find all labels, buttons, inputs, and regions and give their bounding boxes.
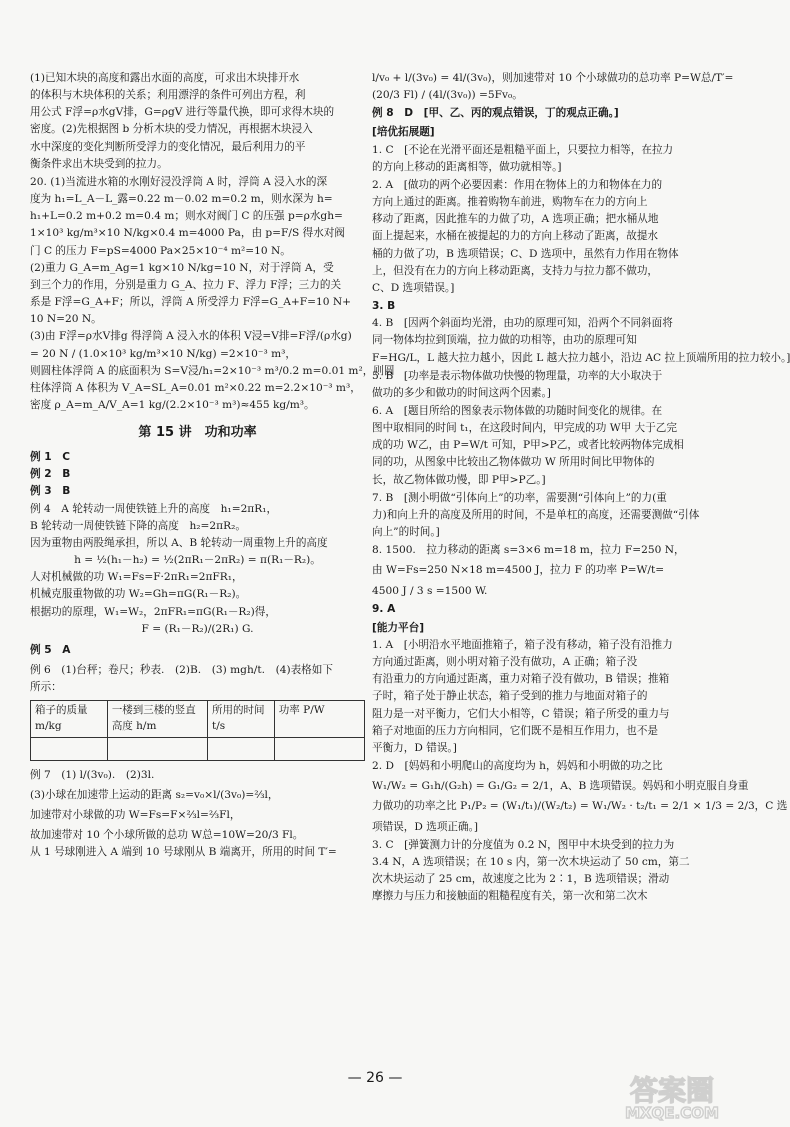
table-header-cell: 所用的时间 t/s: [208, 701, 275, 738]
text-line: 系是 F浮=G_A+F；所以，浮筒 A 所受浮力 F浮=G_A+F=10 N+: [30, 296, 352, 309]
text-line: 到三个力的作用，分别是重力 G_A、拉力 F、浮力 F浮；三力的关: [30, 278, 342, 291]
watermark-logo: [602, 1070, 742, 1122]
table-header-cell: 一楼到三楼的竖直高度 h/m: [107, 701, 207, 738]
text-line: 例 7 (1) l/(3v₀). (2)3l.: [30, 768, 155, 781]
text-line: 箱子对地面的压力方向相同，它们既不是相互作用力，也不是: [372, 724, 659, 737]
watermark-url: MXQE.COM: [625, 1104, 719, 1122]
text-line: 故加速带对 10 个小球所做的总功 W总=10W=20/3 Fl。: [30, 829, 304, 842]
text-line: 1. A [小明沿水平地面推箱子，箱子没有移动，箱子没有沿推力: [372, 639, 673, 651]
example-3: 例 3 B: [30, 485, 71, 498]
text-line: 同一物体均拉到顶端，拉力做的功相等，由功的原理可知: [372, 334, 637, 347]
text-line: 移动了距离，因此推车的力做了功，A 选项正确；把水桶从地: [372, 213, 659, 226]
text-line: 项错误，D 选项正确。]: [372, 820, 479, 833]
text-line: 密度 ρ_A=m_A/V_A=1 kg/(2.2×10⁻³ m³)≈455 kg/m³。: [30, 398, 315, 411]
section-title: 第 15 讲 功和功率: [138, 425, 257, 441]
table-cell: [31, 737, 108, 760]
table-cell: [208, 737, 275, 760]
text-line: C、D 选项错误。]: [372, 281, 455, 294]
text-line: (3)小球在加速带上运动的距离 s₂=v₀×l/(3v₀)=⅔l，: [30, 789, 279, 802]
text-line: 向上”的时间。]: [372, 526, 440, 539]
formula: h = ½(h₁－h₂) = ½(2πR₁－2πR₂) = π(R₁－R₂)。: [74, 554, 321, 567]
text-line: 4500 J / 3 s =1500 W.: [372, 584, 488, 597]
text-line: 有沿重力的方向通过距离，重力对箱子没有做功，B 错误；推箱: [372, 673, 670, 686]
answer-8: [372, 542, 710, 599]
text-line: B 轮转动一周使铁链下降的高度 h₂=2πR₂。: [30, 519, 246, 532]
formula: F = (R₁－R₂)/(2R₁) G.: [141, 622, 254, 635]
table-cell: [107, 737, 207, 760]
text-line: 由 W=Fs=250 N×18 m=4500 J，拉力 F 的功率 P=W/t=: [372, 564, 665, 577]
text-line: 桶的力做了功，B 选项错误；C、D 选项中，虽然有力作用在物体: [372, 247, 679, 260]
text-line: 例 6 (1)台秤；卷尺；秒表. (2)B. (3) mgh/t. (4)表格如下: [30, 664, 333, 677]
text-line: 20. (1)当流进水箱的水刚好浸没浮筒 A 时，浮筒 A 浸入水的深: [30, 175, 328, 188]
text-line: 密度。(2)先根据图 b 分析木块的受力情况，再根据木块浸入: [30, 123, 313, 136]
table-header-row: [31, 701, 365, 738]
text-line: 例 4 A 轮转动一周使铁链上升的高度 h₁=2πR₁，: [30, 502, 278, 515]
answer-5: [372, 368, 710, 402]
answer-6: [372, 403, 710, 489]
answer-1: [372, 142, 710, 176]
right-column: [372, 70, 790, 906]
example-5: 例 5 A: [30, 643, 71, 656]
text-line: 3.4 N，A 选项错误；在 10 s 内，第一次木块运动了 50 cm，第二: [372, 855, 690, 868]
table-cell: [274, 737, 364, 760]
text-line: 的体积与木块体积的关系；利用漂浮的条件可列出方程，利: [30, 89, 306, 102]
text-line: 4. B [因两个斜面均光滑，由功的原理可知，沿两个不同斜面将: [372, 317, 673, 330]
text-line: 机械克服重物做的功 W₂=Gh=πG(R₁－R₂)。: [30, 588, 247, 601]
text-line: 上，但没有在力的方向上移动距离，支持力与拉力都不做功，: [372, 264, 659, 277]
text-line: 衡条件求出木块受到的拉力。: [30, 157, 168, 170]
text-line: 阻力是一对平衡力，它们大小相等，C 错误；箱子所受的重力与: [372, 707, 670, 720]
ability-answer-2: [372, 758, 788, 836]
text-line: 成的功 W乙，由 P=W/t 可知，P甲>P乙，或者比较两物体完成相: [372, 439, 684, 452]
table-header-cell: 功率 P/W: [274, 701, 364, 738]
example-7: [30, 767, 365, 862]
text-line: 图中取相同的时间 t₁，在这段时间内，甲完成的功 W甲 大于乙完: [372, 422, 677, 435]
text-line: 力做功的功率之比 P₁/P₂ = (W₁/t₁)/(W₂/t₂) = W₁/W₂ · t₂/t₁ = 2/1 × 1/3 = 2/3，C 选: [372, 800, 788, 813]
text-line: 1×10³ kg/m³×10 N/kg×0.4 m=4000 Pa，由 p=F/S 得水对阀: [30, 227, 345, 240]
text-line: 的方向上移动的距离相等，做功就相等。]: [372, 160, 562, 173]
text-line: 则圆柱体浮筒 A 的底面积为 S=V浸/h₁=2×10⁻³ m³/0.2 m=0.01 m²，则圆: [30, 364, 395, 377]
ability-answer-3: [372, 837, 710, 906]
text-line: 根据功的原理，W₁=W₂，2πFR₁=πG(R₁－R₂)得，: [30, 605, 276, 618]
text-line: 从 1 号球刚进入 A 端到 10 号球刚从 B 端离开，所用的时间 T′=: [30, 846, 337, 859]
text-line: 10 N=20 N。: [30, 313, 102, 326]
answer-table: [30, 700, 365, 761]
text-line: 做功的多少和做功的时间这两个因素。]: [372, 386, 551, 399]
answer-4: [372, 315, 790, 366]
text-line: 1. C [不论在光滑平面还是粗糙平面上，只要拉力相等，在拉力: [372, 143, 674, 156]
section-tag: [培优拓展题]: [372, 126, 435, 139]
watermark-title: 答案圈: [629, 1074, 715, 1107]
example-8: 例 8 D [甲、乙、丙的观点错误，丁的观点正确。]: [372, 107, 619, 120]
page-number: — 26 —: [347, 1070, 403, 1086]
text-line: (2)重力 G_A=m_Ag=1 kg×10 N/kg=10 N，对于浮筒 A，受: [30, 261, 334, 274]
text-line: 2. A [做功的两个必要因素：作用在物体上的力和物体在力的: [372, 178, 663, 191]
answer-9: 9. A: [372, 602, 396, 615]
text-line: W₁/W₂ = G₁h/(G₂h) = G₁/G₂ = 2/1，A、B 选项错误。妈妈和小明克服自身重: [372, 780, 749, 793]
text-line: 平衡力，D 错误。]: [372, 741, 457, 754]
text-line: 柱体浮筒 A 体积为 V_A=SL_A=0.01 m²×0.22 m=2.2×10⁻³ m³，: [30, 381, 361, 394]
text-line: (3)由 F浮=ρ水V排g 得浮筒 A 浸入水的体积 V浸=V排=F浮/(ρ水g): [30, 330, 352, 343]
text-line: (20/3 Fl) / (4l/(3v₀)) =5Fv₀。: [372, 89, 523, 102]
text-line: 力)和向上升的高度及所用的时间，不是单杠的高度，还需要测做“引体: [372, 508, 700, 521]
text-line: 门 C 的压力 F=pS=4000 Pa×25×10⁻⁴ m²=10 N。: [30, 244, 291, 257]
text-line: 用公式 F浮=ρ水gV排，G=ρgV 进行等量代换，即可求得木块的: [30, 106, 335, 119]
text-line: 8. 1500. 拉力移动的距离 s=3×6 m=18 m，拉力 F=250 N，: [372, 544, 685, 557]
text-line: F=HG/L，L 越大拉力越小，因此 L 越大拉力越小，沿边 AC 拉上顶端所用的拉力较小。]: [372, 351, 790, 364]
text-line: h₁+L=0.2 m+0.2 m=0.4 m；则水对阀门 C 的压强 p=ρ水gh=: [30, 210, 343, 223]
example-1: 例 1 C: [30, 451, 71, 464]
text-line: 6. A [题目所给的图象表示物体做的功随时间变化的规律。在: [372, 404, 663, 417]
text-line: 面上提起来，水桶在被提起的力的方向上移动了距离，故提水: [372, 230, 659, 243]
answer-3: 3. B: [372, 300, 396, 313]
section-tag: [能力平台]: [372, 621, 425, 634]
text-line: 2. D [妈妈和小明爬山的高度均为 h，妈妈和小明做的功之比: [372, 760, 663, 773]
text-line: 加速带对小球做的功 W=Fs=F×⅔l=⅔Fl，: [30, 809, 241, 822]
ability-answer-1: [372, 637, 710, 757]
text-line: 5. B [功率是表示物体做功快慢的物理量，功率的大小取决于: [372, 369, 663, 382]
example-6: [30, 662, 365, 696]
example-2: 例 2 B: [30, 468, 71, 481]
text-line: 因为重物由两股绳承担，所以 A、B 轮转动一周重物上升的高度: [30, 536, 328, 549]
example-4: [30, 501, 365, 638]
text-line: 3. C [弹簧测力计的分度值为 0.2 N，图甲中木块受到的拉力为: [372, 838, 675, 851]
answer-7: [372, 490, 710, 541]
table-row: [31, 737, 365, 760]
text-line: 子时，箱子处于静止状态，箱子受到的推力与地面对箱子的: [372, 690, 648, 703]
text-line: 度为 h₁=L_A－L_露=0.22 m－0.02 m=0.2 m，则水深为 h=: [30, 193, 333, 206]
example-7-continued: [372, 70, 734, 104]
text-line: 同的功，从图象中比较出乙物体做功 W 所用时间比甲物体的: [372, 456, 655, 469]
text-line: 方向上通过的距离。推着购物车前进，购物车在力的方向上: [372, 196, 648, 209]
text-line: = 20 N / (1.0×10³ kg/m³×10 N/kg) =2×10⁻³ m³，: [30, 347, 297, 360]
answer-2: [372, 177, 710, 297]
text-line: 所示：: [30, 681, 62, 694]
table-header-cell: 箱子的质量 m/kg: [31, 701, 108, 738]
text-line: 7. B [测小明做“引体向上”的功率，需要测“引体向上”的力(重: [372, 491, 667, 504]
text-line: 长，故乙物体做功慢，即 P甲>P乙。]: [372, 473, 546, 486]
intro-paragraph: [30, 70, 365, 173]
text-line: 人对机械做的功 W₁=Fs=F·2πR₁=2πFR₁，: [30, 571, 243, 584]
text-line: 摩擦力与压力和接触面的粗糙程度有关，第一次和第二次木: [372, 890, 648, 903]
text-line: 水中深度的变化判断所受浮力的变化情况，最后利用力的平: [30, 140, 306, 153]
text-line: 方向通过距离，则小明对箱子没有做功，A 正确；箱子没: [372, 656, 638, 669]
text-line: l/v₀ + l/(3v₀) = 4l/(3v₀)，则加速带对 10 个小球做功的总功率 P=W总/T′=: [372, 72, 734, 84]
text-line: 次木块运动了 25 cm，故速度之比为 2∶1，B 选项错误；滑动: [372, 873, 670, 886]
text-line: (1)已知木块的高度和露出水面的高度，可求出木块排开水: [30, 72, 300, 84]
